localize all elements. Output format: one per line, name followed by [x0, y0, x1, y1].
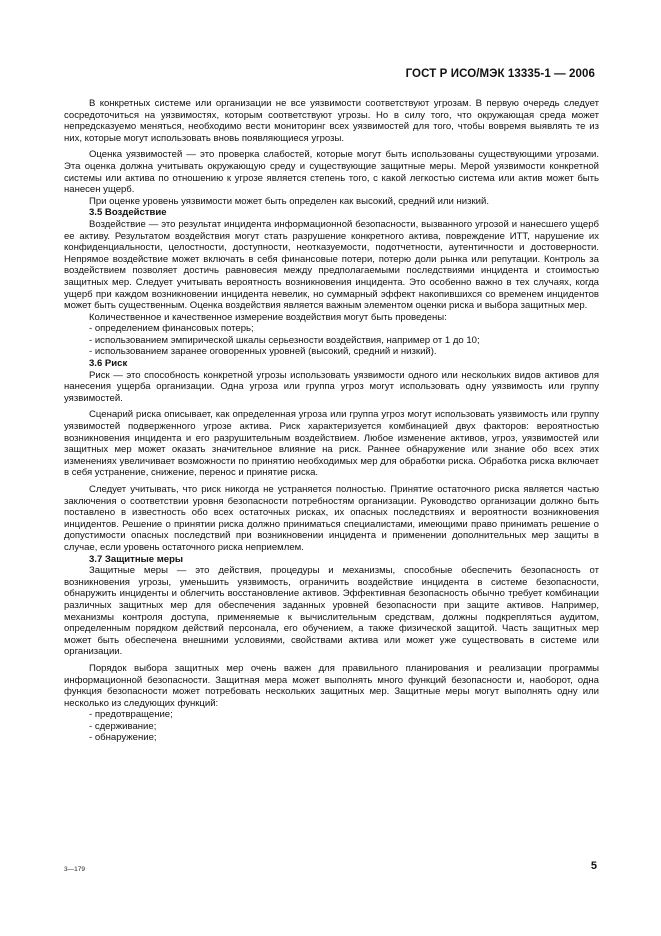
paragraph: Защитные меры — это действия, процедуры и механизмы, способные обеспечить безопасность от возникновения угрозы, уменьшить уязвимость, ограничить воздействие инцидента в системе безопасности, обнаружить инциденты и облегчить восстановление активов. Эффективная безопасность обычно требует комбинации различных защитных мер для обеспечения заданных уровней безопасности при защите активов. Например, механизмы контроля доступа, применяемые к вычислительным средствам, должны подкрепляться аудитом, определенным порядком действий персонала, его обучением, а также физической защитой. Часть защитных мер может быть обеспечена внешними условиями, свойствами актива или может уже существовать в системе или организации. — [64, 565, 599, 658]
list-item: - сдерживание; — [89, 720, 157, 732]
paragraph: Риск — это способность конкретной угрозы использовать уязвимости одного или нескольких видов активов для нанесения ущерба организации. Одна угроза или группа угроз могут использовать одну уязвимость или группу уязвимостей. — [64, 369, 599, 404]
list-item: - использованием эмпирической шкалы серьезности воздействия, например от 1 до 10; — [89, 334, 480, 346]
paragraph: Оценка уязвимостей — это проверка слабостей, которые могут быть использованы существующими угрозами. Эта оценка должна учитывать окружающую среду и существующие защитные меры. Мерой уязвимости конкретной системы или актива по отношению к угрозе является степень того, с какой легкостью система или актив может быть нанесен ущерб. — [64, 149, 599, 196]
page-body — [64, 98, 599, 744]
section-heading-3-7: 3.7 Защитные меры — [89, 553, 184, 565]
list-item: - предотвращение; — [89, 709, 173, 721]
list-item: - обнаружение; — [89, 732, 157, 744]
document-code-header: ГОСТ Р ИСО/МЭК 13335-1 — 2006 — [405, 68, 595, 80]
section-heading-3-6: 3.6 Риск — [89, 358, 128, 370]
paragraph: Количественное и качественное измерение воздействия могут быть проведены: — [89, 311, 447, 323]
paragraph: Сценарий риска описывает, как определенная угроза или группа угроз могут использовать уязвимость или группу уязвимостей подверженного угрозе актива. Риск характеризуется комбинацией двух факторов: вероятностью возникновения инцидента и его разрушительным воздействием. Любое изменение активов, угроз, уязвимостей или защитных мер может оказать значительное влияние на риск. Раннее обнаружение или знание обо всех этих изменениях увеличивает возможности по принятию необходимых мер для обработки риска. Обработка риска включает в себя устранение, снижение, перенос и принятие риска. — [64, 409, 599, 479]
list-item: - использованием заранее оговоренных уровней (высокий, средний и низкий). — [89, 346, 437, 358]
section-heading-3-5: 3.5 Воздействие — [89, 207, 167, 219]
list-item: - определением финансовых потерь; — [89, 323, 254, 335]
print-mark: 3—179 — [64, 866, 85, 873]
paragraph: Следует учитывать, что риск никогда не устраняется полностью. Принятие остаточного риска является частью заключения о соответствии уровня безопасности потребностям организации. Руководство организации должно быть поставлено в известность обо всех остаточных рисках, их опасных последствиях и вероятности возникновения инцидентов. Решение о принятии риска должно приниматься специалистами, имеющими право принимать решение о допустимости опасных последствий при возникновении инцидента и применении дополнительных мер защиты в случае, если уровень остаточного риска неприемлем. — [64, 484, 599, 553]
paragraph: При оценке уровень уязвимости может быть определен как высокий, средний или низкий. — [89, 195, 489, 207]
paragraph: Воздействие — это результат инцидента информационной безопасности, вызванного угрозой и нанесшего ущерб ее активу. Результатом воздействия могут стать разрушение конкретного актива, повреждение ИТТ, нарушение их конфиденциальности, целостности, доступности, неотказуемости, подотчетности, аутентичности и достоверности. Непрямое воздействие может включать в себя финансовые потери, потерю доли рынка или репутации. Контроль за воздействием позволяет достичь равновесия между предполагаемыми последствиями инцидента и стоимостью защитных мер. Следует учитывать вероятность возникновения инцидента. Это особенно важно в тех случаях, когда ущерб при каждом возникновении инцидента невелик, но суммарный эффект накопившихся со временем инцидентов может быть существенным. Оценка воздействия является важным элементом оценки риска и выбора защитных мер. — [64, 218, 599, 312]
paragraph: Порядок выбора защитных мер очень важен для правильного планирования и реализации программы информационной безопасности. Защитная мера может выполнять много функций безопасности и, наоборот, одна функция безопасности может потребовать нескольких защитных мер. Защитные меры могут выполнять одну или несколько из следующих функций: — [64, 662, 599, 709]
page-number: 5 — [590, 860, 597, 872]
paragraph: В конкретных системе или организации не все уязвимости соответствуют угрозам. В первую очередь следует сосредоточиться на уязвимостях, которым соответствуют угрозы. Но в силу того, что окружающая среда может непредсказуемо меняться, необходимо вести мониторинг всех уязвимостей для того, чтобы вовремя выявлять те из них, которые могут использовать вновь появляющиеся угрозы. — [64, 98, 599, 144]
